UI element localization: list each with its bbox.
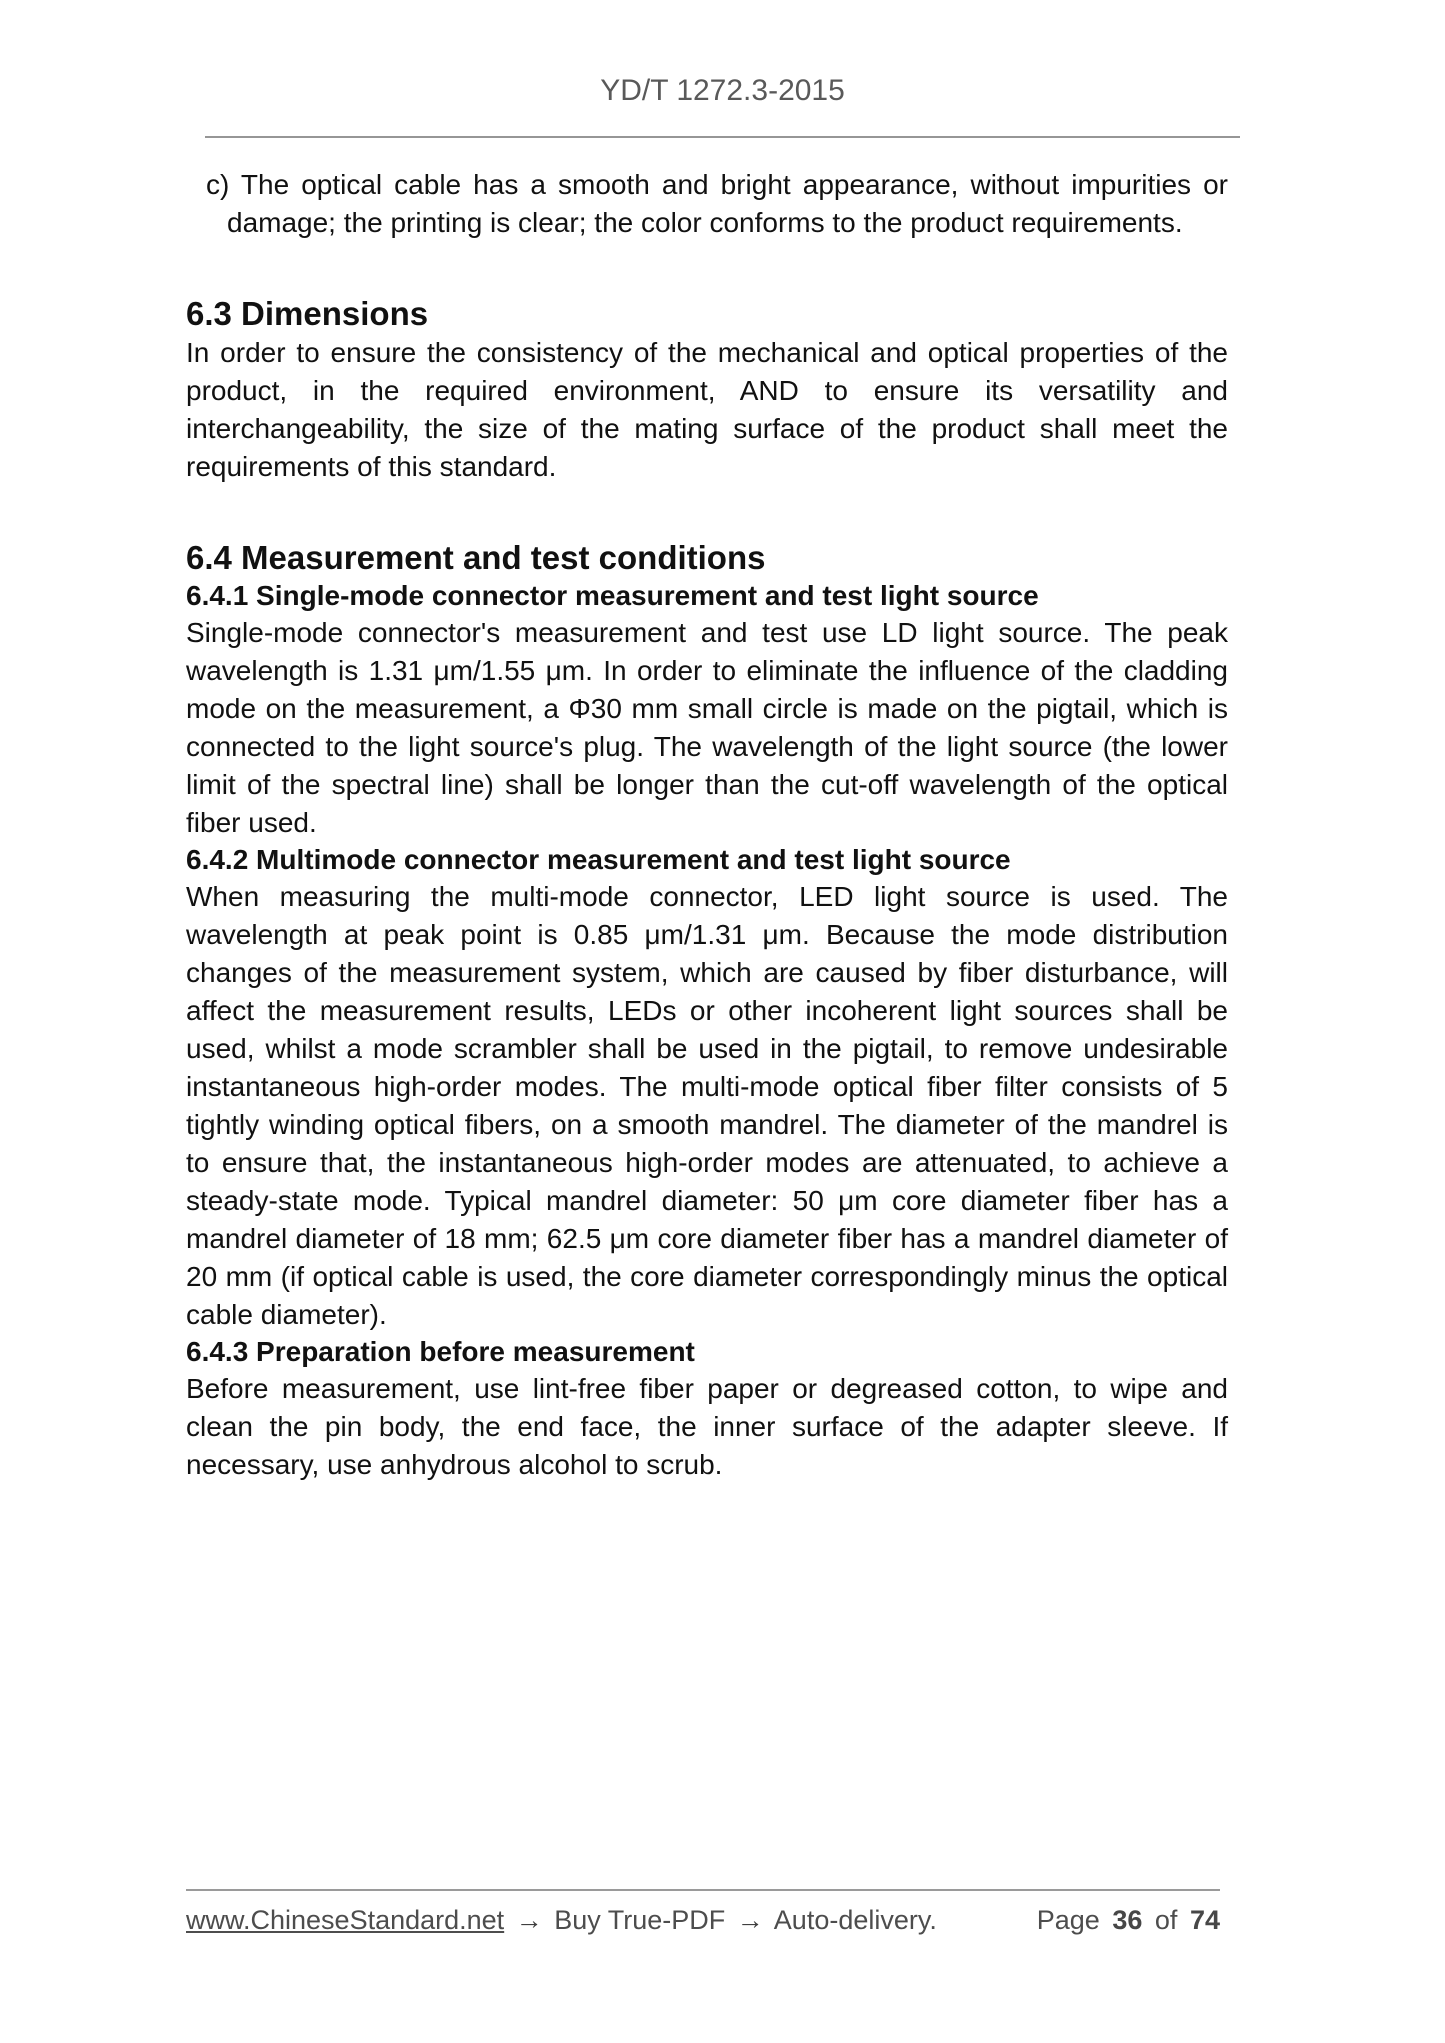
right-arrow-icon: → (515, 1905, 543, 1935)
footer-site-link[interactable]: www.ChineseStandard.net (186, 1905, 505, 1935)
footer-page-current: 36 (1112, 1905, 1143, 1935)
list-item-c (186, 166, 1228, 242)
list-item-c-text: The optical cable has a smooth and bright appearance, without impurities or damage; the printing is clear; the color conforms to the product requirements. (227, 169, 1229, 238)
section-heading-6-3: 6.3 Dimensions (186, 295, 429, 332)
footer-left (186, 1903, 937, 1937)
document-body (186, 166, 1228, 1484)
section-heading-6-4-1: 6.4.1 Single-mode connector measurement and test light source (186, 580, 1039, 611)
page-header-standard-number: YD/T 1272.3-2015 (600, 74, 845, 107)
list-item-c-marker: c) (206, 169, 230, 200)
footer-buy-text: Buy True-PDF (554, 1905, 726, 1935)
header-divider (205, 136, 1240, 138)
page-footer (186, 1903, 1220, 1937)
footer-page-label: Page (1036, 1905, 1100, 1935)
footer-page-total: 74 (1189, 1905, 1220, 1935)
paragraph-6-3: In order to ensure the consistency of the mechanical and optical properties of the product, in the required environment, AND to ensure its versatility and interchangeability, the size of the mating surface of the product shall meet the requirements of this standard. (186, 337, 1228, 482)
footer-page-indicator (1037, 1903, 1220, 1937)
paragraph-6-4-2: When measuring the multi-mode connector, LED light source is used. The wavelength at peak point is 0.85 μm/1.31 μm. Because the mode distribution changes of the measurement system, which are caused by fiber disturbance, will affect the measurement results, LEDs or other incoherent light sources shall be used, whilst a mode scrambler shall be used in the pigtail, to remove undesirable instantaneous high-order modes. The multi-mode optical fiber filter consists of 5 tightly winding optical fibers, on a smooth mandrel. The diameter of the mandrel is to ensure that, the instantaneous high-order modes are attenuated, to achieve a steady-state mode. Typical mandrel diameter: 50 μm core diameter fiber has a mandrel diameter of 18 mm; 62.5 μm core diameter fiber has a mandrel diameter of 20 mm (if optical cable is used, the core diameter correspondingly minus the optical cable diameter). (186, 881, 1228, 1330)
paragraph-6-4-3: Before measurement, use lint-free fiber paper or degreased cotton, to wipe and clean the pin body, the end face, the inner surface of the adapter sleeve. If necessary, use anhydrous alcohol to scrub. (186, 1373, 1228, 1480)
footer-divider (186, 1889, 1220, 1891)
section-heading-6-4-2: 6.4.2 Multimode connector measurement and test light source (186, 844, 1011, 875)
section-heading-6-4: 6.4 Measurement and test conditions (186, 539, 766, 576)
footer-of-label: of (1154, 1905, 1178, 1935)
section-heading-6-4-3: 6.4.3 Preparation before measurement (186, 1336, 695, 1367)
right-arrow-icon: → (736, 1905, 764, 1935)
paragraph-6-4-1: Single-mode connector's measurement and test use LD light source. The peak wavelength is 1.31 μm/1.55 μm. In order to eliminate the influence of the cladding mode on the measurement, a Φ30 mm small circle is made on the pigtail, which is connected to the light source's plug. The wavelength of the light source (the lower limit of the spectral line) shall be longer than the cut-off wavelength of the optical fiber used. (186, 617, 1228, 838)
footer-delivery-text: Auto-delivery. (773, 1905, 937, 1935)
